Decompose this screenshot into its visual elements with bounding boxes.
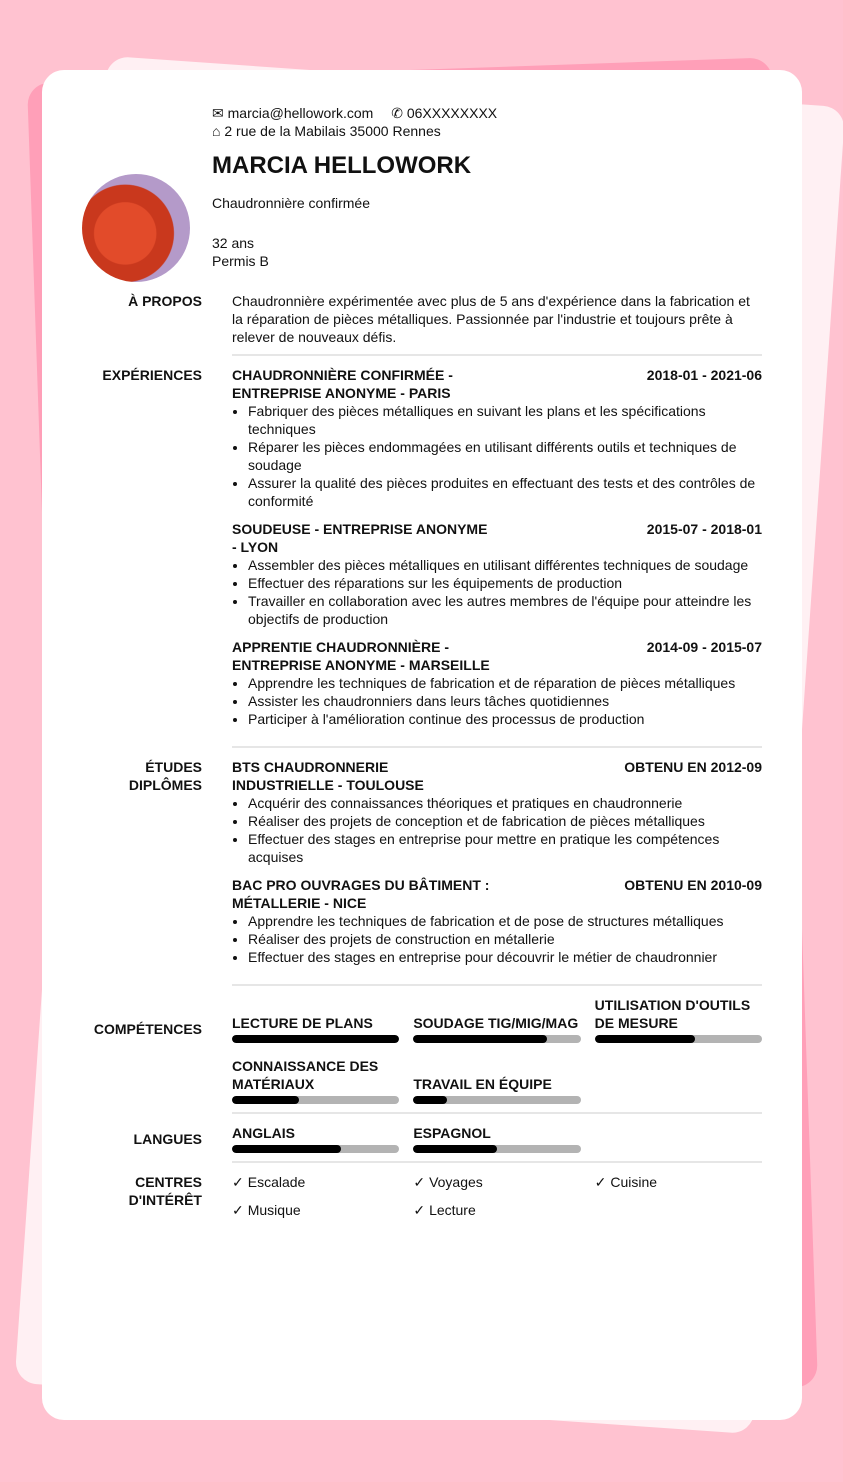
resume-card xyxy=(42,70,802,1420)
interests-section xyxy=(82,1173,762,1219)
check-icon: ✓ xyxy=(413,1174,426,1190)
entry-title: BAC PRO OUVRAGES DU BÂTIMENT : MÉTALLERIE - NICE xyxy=(232,877,490,911)
interest-item: ✓ Lecture xyxy=(413,1202,476,1218)
entry-date: 2014-09 - 2015-07 xyxy=(646,639,762,655)
age: 32 ans xyxy=(212,235,255,251)
check-icon: ✓ xyxy=(594,1174,607,1190)
skill-item xyxy=(413,1124,580,1153)
skill-item xyxy=(232,1124,399,1153)
skill-bar xyxy=(232,1035,399,1043)
full-name: MARCIA HELLOWORK xyxy=(212,152,472,179)
about-section xyxy=(82,292,762,346)
section-label: LANGUES xyxy=(133,1131,202,1147)
resume-header xyxy=(82,104,762,282)
skill-name: SOUDAGE TIG/MIG/MAG xyxy=(413,1015,579,1031)
entry-bullet: • Participer à l'amélioration continue des processus de production xyxy=(248,710,762,728)
section-label: EXPÉRIENCES xyxy=(102,367,202,383)
skills-grid xyxy=(232,996,762,1104)
skill-item xyxy=(595,996,762,1043)
interest-item: ✓ Escalade xyxy=(232,1174,306,1190)
skill-bar-fill xyxy=(595,1035,695,1043)
entry-title: APPRENTIE CHAUDRONNIÈRE - ENTREPRISE ANONYME - MARSEILLE xyxy=(232,639,490,673)
skill-bar xyxy=(413,1035,580,1043)
skill-bar-fill xyxy=(413,1096,446,1104)
entry-bullet: • Fabriquer des pièces métalliques en suivant les plans et les spécifications techniques xyxy=(248,402,762,438)
section-label: ÉTUDES DIPLÔMES xyxy=(128,759,202,793)
education-list xyxy=(232,758,762,976)
check-icon: ✓ xyxy=(232,1202,244,1218)
entry-bullet: • Apprendre les techniques de fabrication et de pose de structures métalliques xyxy=(248,912,762,930)
skill-bar xyxy=(595,1035,762,1043)
entry-title: CHAUDRONNIÈRE CONFIRMÉE - ENTREPRISE ANONYME - PARIS xyxy=(232,367,453,401)
phone-icon: ✆ xyxy=(391,105,403,121)
entry-bullet: • Réaliser des projets de construction en métallerie xyxy=(248,930,762,948)
interest-item: ✓ Musique xyxy=(232,1202,301,1218)
entry-date: OBTENU EN 2010-09 xyxy=(624,877,762,893)
entry-bullet: • Apprendre les techniques de fabrication et de réparation de pièces métalliques xyxy=(248,674,762,692)
entry-bullet: • Effectuer des réparations sur les équipements de production xyxy=(248,574,762,592)
skill-bar-fill xyxy=(232,1035,399,1043)
entry-bullet: • Travailler en collaboration avec les autres membres de l'équipe pour atteindre les objectifs de production xyxy=(248,592,762,628)
skill-bar xyxy=(232,1096,399,1104)
divider xyxy=(232,984,762,986)
divider xyxy=(232,746,762,748)
skill-bar xyxy=(413,1096,580,1104)
entry-bullet: • Assurer la qualité des pièces produites en effectuant des tests et des contrôles de conformité xyxy=(248,474,762,510)
skill-item xyxy=(232,996,399,1043)
address: ⌂ 2 rue de la Mabilais 35000 Rennes xyxy=(212,123,441,139)
job-title: Chaudronnière confirmée xyxy=(212,195,370,211)
entry-bullet: • Réaliser des projets de conception et de fabrication de pièces métalliques xyxy=(248,812,762,830)
skill-name: ANGLAIS xyxy=(232,1125,295,1141)
skill-item xyxy=(413,996,580,1043)
license: Permis B xyxy=(212,253,269,269)
entry xyxy=(232,366,762,510)
skill-bar-fill xyxy=(232,1145,341,1153)
skill-bar xyxy=(413,1145,580,1153)
skill-item xyxy=(413,1057,580,1104)
entry-bullet: • Assister les chaudronniers dans leurs tâches quotidiennes xyxy=(248,692,762,710)
interest-item: ✓ Cuisine xyxy=(594,1174,658,1190)
languages-section xyxy=(82,1124,762,1153)
mail-icon: ✉ xyxy=(212,105,224,121)
entry xyxy=(232,520,762,628)
entry-date: 2015-07 - 2018-01 xyxy=(646,521,762,537)
email: ✉ marcia@hellowork.com xyxy=(212,105,374,121)
entry xyxy=(232,876,762,966)
entry-bullet: • Réparer les pièces endommagées en utilisant différents outils et techniques de soudage xyxy=(248,438,762,474)
divider xyxy=(232,1161,762,1163)
entry-date: 2018-01 - 2021-06 xyxy=(646,367,762,383)
interest-item: ✓ Voyages xyxy=(413,1174,483,1190)
entry-bullet: • Assembler des pièces métalliques en utilisant différentes techniques de soudage xyxy=(248,556,762,574)
experience-list xyxy=(232,366,762,738)
skill-item xyxy=(232,1057,399,1104)
section-label: CENTRES D'INTÉRÊT xyxy=(128,1174,202,1208)
entry xyxy=(232,638,762,728)
interests-grid xyxy=(232,1173,762,1219)
about-text: Chaudronnière expérimentée avec plus de 5 ans d'expérience dans la fabrication et la réparation de pièces métalliques. Passionnée par l'industrie et toujours prête à relever de nouveaux défis. xyxy=(232,293,750,345)
phone: ✆ 06XXXXXXXX xyxy=(391,105,498,121)
skill-bar-fill xyxy=(413,1035,547,1043)
divider xyxy=(232,1112,762,1114)
section-label: COMPÉTENCES xyxy=(93,1021,202,1037)
check-icon: ✓ xyxy=(413,1202,426,1218)
skill-bar xyxy=(232,1145,399,1153)
entry-bullet: • Effectuer des stages en entreprise pour mettre en pratique les compétences acquises xyxy=(248,830,762,866)
skill-name: CONNAISSANCE DES MATÉRIAUX xyxy=(232,1058,379,1092)
home-icon: ⌂ xyxy=(212,123,221,139)
skill-bar-fill xyxy=(413,1145,497,1153)
divider xyxy=(232,354,762,356)
languages-grid xyxy=(232,1124,762,1153)
experience-section xyxy=(82,366,762,738)
entry-title: BTS CHAUDRONNERIE INDUSTRIELLE - TOULOUSE xyxy=(232,759,424,793)
section-label: À PROPOS xyxy=(128,293,202,309)
skill-name: ESPAGNOL xyxy=(413,1125,491,1141)
avatar xyxy=(82,174,190,282)
skills-section xyxy=(82,996,762,1104)
check-icon: ✓ xyxy=(232,1174,244,1190)
skill-name: LECTURE DE PLANS xyxy=(232,1015,373,1031)
skill-name: TRAVAIL EN ÉQUIPE xyxy=(413,1076,552,1092)
entry-date: OBTENU EN 2012-09 xyxy=(624,759,762,775)
entry-bullet: • Effectuer des stages en entreprise pour découvrir le métier de chaudronnier xyxy=(248,948,762,966)
entry-bullet: • Acquérir des connaissances théoriques et pratiques en chaudronnerie xyxy=(248,794,762,812)
skill-name: UTILISATION D'OUTILS DE MESURE xyxy=(594,997,751,1031)
education-section xyxy=(82,758,762,976)
skill-bar-fill xyxy=(232,1096,299,1104)
entry xyxy=(232,758,762,866)
entry-title: SOUDEUSE - ENTREPRISE ANONYME - LYON xyxy=(232,521,488,555)
